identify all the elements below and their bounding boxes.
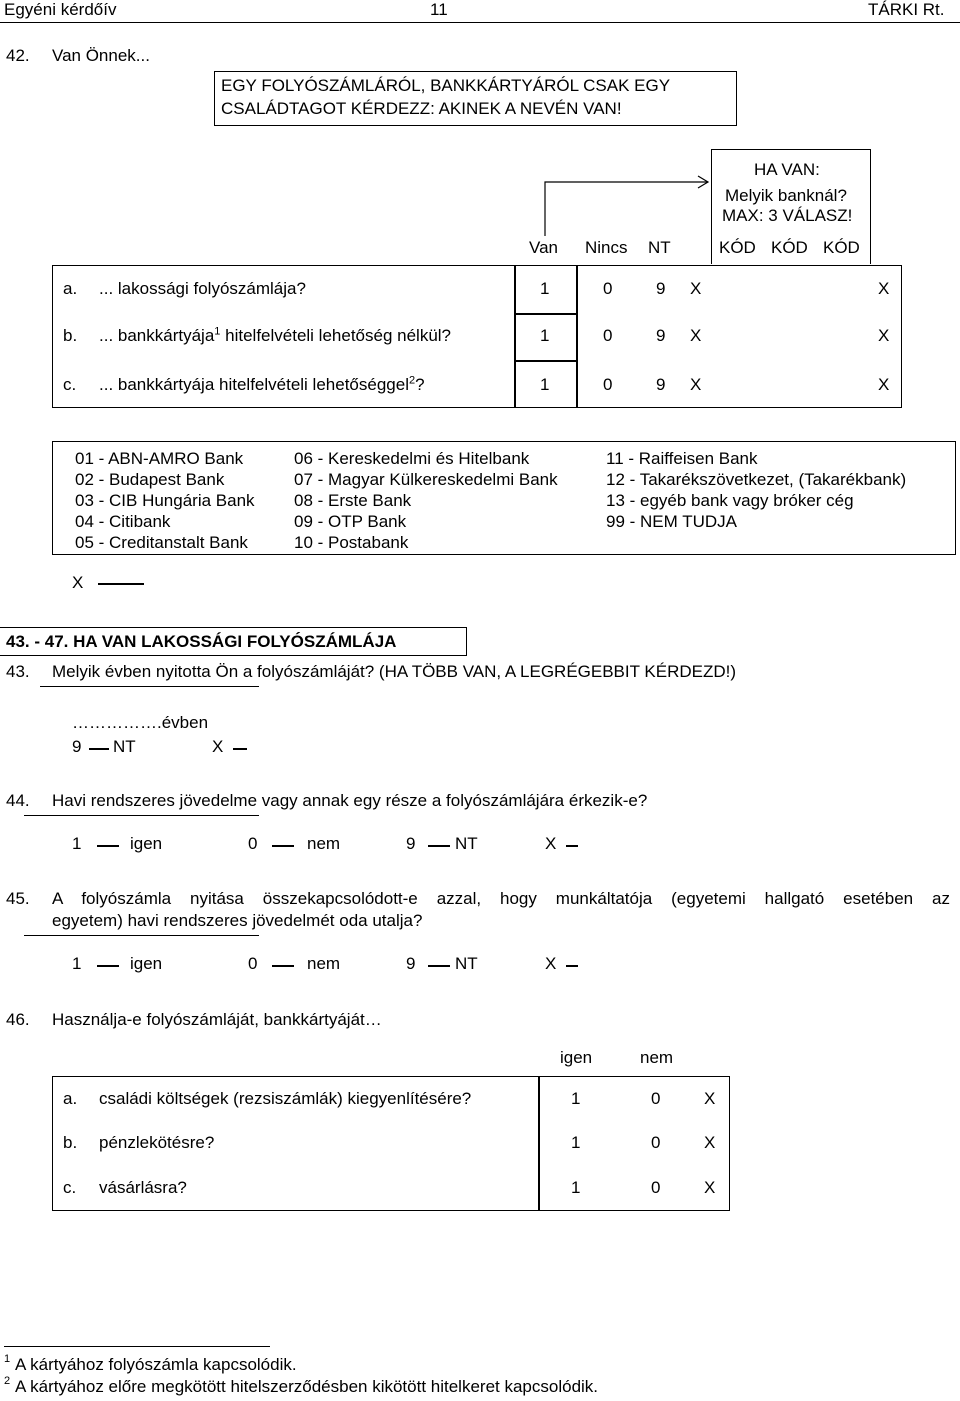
bank-code: 13 - egyéb bank vagy bróker cég [606, 491, 854, 510]
bank-code: 05 - Creditanstalt Bank [75, 533, 248, 552]
answer-nincs[interactable]: 0 [603, 279, 613, 298]
answer-kod-x[interactable]: X [878, 279, 890, 298]
bank-code: 11 - Raiffeisen Bank [606, 449, 758, 468]
answer-nincs[interactable]: 0 [603, 375, 613, 394]
havan-line2: MAX: 3 VÁLASZ! [722, 206, 853, 225]
header-left: Egyéni kérdőív [4, 0, 117, 19]
footnote-number: 2 [4, 1375, 11, 1387]
bank-code: 06 - Kereskedelmi és Hitelbank [294, 449, 530, 468]
q45-number: 45. [6, 889, 30, 908]
footnote-text: A kártyához folyószámla kapcsolódik. [15, 1355, 297, 1374]
q46-number: 46. [6, 1010, 30, 1029]
answer-x[interactable]: X [704, 1178, 716, 1197]
section-title: 43. - 47. HA VAN LAKOSSÁGI FOLYÓSZÁMLÁJA [6, 632, 397, 651]
col-van: Van [529, 238, 558, 257]
option-x[interactable]: X [545, 834, 557, 853]
row-letter: a. [63, 1089, 78, 1108]
option-code[interactable]: 0 [248, 954, 258, 973]
answer-nincs[interactable]: 0 [603, 326, 613, 345]
col-nem: nem [640, 1048, 674, 1067]
footnote-ref: 1 [214, 325, 221, 338]
row-letter: b. [63, 1133, 78, 1152]
bank-code: 01 - ABN-AMRO Bank [75, 449, 244, 468]
header-right: TÁRKI Rt. [868, 0, 945, 19]
row-text: ... bankkártyája$^1$ hitelfelvételi lehetőség nélkül? [99, 325, 452, 345]
header-page-number: 11 [430, 0, 448, 19]
q43-text: Melyik évben nyitotta Ön a folyószámláját? (HA TÖBB VAN, A LEGRÉGEBBIT KÉRDEZD!) [52, 662, 737, 681]
option-x[interactable]: X [545, 954, 557, 973]
col-nincs: Nincs [585, 238, 628, 257]
answer-x[interactable]: X [690, 279, 702, 298]
answer-x[interactable]: X [704, 1089, 716, 1108]
option-label: nem [307, 834, 341, 853]
havan-line1: Melyik banknál? [725, 186, 847, 205]
row-letter: a. [63, 279, 78, 298]
footnote-number: 1 [4, 1353, 11, 1365]
bank-code: 02 - Budapest Bank [75, 470, 225, 489]
q43-nt-code[interactable]: 9 [72, 737, 82, 756]
q42-instruction-line1: EGY FOLYÓSZÁMLÁRÓL, BANKKÁRTYÁRÓL CSAK EGY [221, 76, 671, 95]
row-text: ... bankkártyája hitelfelvételi lehetőséggel$^2$? [99, 374, 425, 394]
option-label: NT [455, 834, 478, 853]
col-kod-3: KÓD [823, 238, 860, 257]
q42-instruction-line2: CSALÁDTAGOT KÉRDEZZ: AKINEK A NEVÉN VAN! [221, 99, 622, 118]
q45-text-line1: A folyószámla nyitása összekapcsolódott-e azzal, hogy munkáltatója (egyetemi hallgató esetében az [52, 889, 950, 908]
bank-code: 12 - Takarékszövetkezet, (Takarékbank) [606, 470, 907, 489]
col-kod-2: KÓD [771, 238, 808, 257]
answer-igen[interactable]: 1 [571, 1178, 581, 1197]
q43-year-input[interactable]: …………….évben [72, 713, 209, 732]
option-code[interactable]: 0 [248, 834, 258, 853]
answer-x[interactable]: X [704, 1133, 716, 1152]
option-code[interactable]: 9 [406, 954, 416, 973]
answer-van[interactable]: 1 [540, 279, 550, 298]
q44-number: 44. [6, 791, 30, 810]
option-label: igen [130, 954, 163, 973]
col-kod-1: KÓD [719, 238, 756, 257]
bank-code: 10 - Postabank [294, 533, 409, 552]
col-nt: NT [648, 238, 671, 257]
answer-igen[interactable]: 1 [571, 1089, 581, 1108]
col-igen: igen [560, 1048, 593, 1067]
q43-nt-label: NT [113, 737, 136, 756]
answer-kod-x[interactable]: X [878, 326, 890, 345]
answer-nt[interactable]: 9 [656, 279, 666, 298]
footnote-text: A kártyához előre megkötött hitelszerződésben kikötött hitelkeret kapcsolódik. [15, 1377, 599, 1396]
q42-title: Van Önnek... [52, 46, 150, 65]
answer-nem[interactable]: 0 [651, 1178, 661, 1197]
q43-x-option[interactable]: X [212, 737, 224, 756]
option-label: NT [455, 954, 478, 973]
q44-text: Havi rendszeres jövedelme vagy annak egy része a folyószámlájára érkezik-e? [52, 791, 648, 810]
q42-x-option[interactable]: X [72, 573, 84, 592]
answer-van[interactable]: 1 [540, 326, 550, 345]
option-code[interactable]: 1 [72, 834, 82, 853]
bank-code: 09 - OTP Bank [294, 512, 407, 531]
row-text: családi költségek (rezsiszámlák) kiegyenlítésére? [99, 1089, 472, 1108]
footnote-rule [4, 1346, 270, 1347]
q43-number: 43. [6, 662, 30, 681]
answer-nt[interactable]: 9 [656, 326, 666, 345]
answer-van[interactable]: 1 [540, 375, 550, 394]
q42-number: 42. [6, 46, 30, 65]
option-label: nem [307, 954, 341, 973]
bank-code: 07 - Magyar Külkereskedelmi Bank [294, 470, 558, 489]
answer-nt[interactable]: 9 [656, 375, 666, 394]
row-letter: c. [63, 1178, 77, 1197]
answer-nem[interactable]: 0 [651, 1089, 661, 1108]
row-letter: b. [63, 326, 78, 345]
bank-code: 08 - Erste Bank [294, 491, 412, 510]
row-text: ... lakossági folyószámlája? [99, 279, 306, 298]
answer-igen[interactable]: 1 [571, 1133, 581, 1152]
option-code[interactable]: 1 [72, 954, 82, 973]
option-code[interactable]: 9 [406, 834, 416, 853]
option-label: igen [130, 834, 163, 853]
row-letter: c. [63, 375, 77, 394]
havan-title: HA VAN: [754, 160, 820, 179]
q45-text-line2: egyetem) havi rendszeres jövedelmét oda utalja? [52, 911, 423, 930]
answer-x[interactable]: X [690, 375, 702, 394]
bank-code: 99 - NEM TUDJA [606, 512, 737, 531]
bank-code: 03 - CIB Hungária Bank [75, 491, 255, 510]
answer-kod-x[interactable]: X [878, 375, 890, 394]
q46-text: Használja-e folyószámláját, bankkártyáját… [52, 1010, 382, 1029]
answer-nem[interactable]: 0 [651, 1133, 661, 1152]
answer-x[interactable]: X [690, 326, 702, 345]
bank-code: 04 - Citibank [75, 512, 171, 531]
row-text: pénzlekötésre? [99, 1133, 215, 1152]
footnote-ref: 2 [408, 374, 416, 387]
row-text: vásárlásra? [99, 1178, 187, 1197]
